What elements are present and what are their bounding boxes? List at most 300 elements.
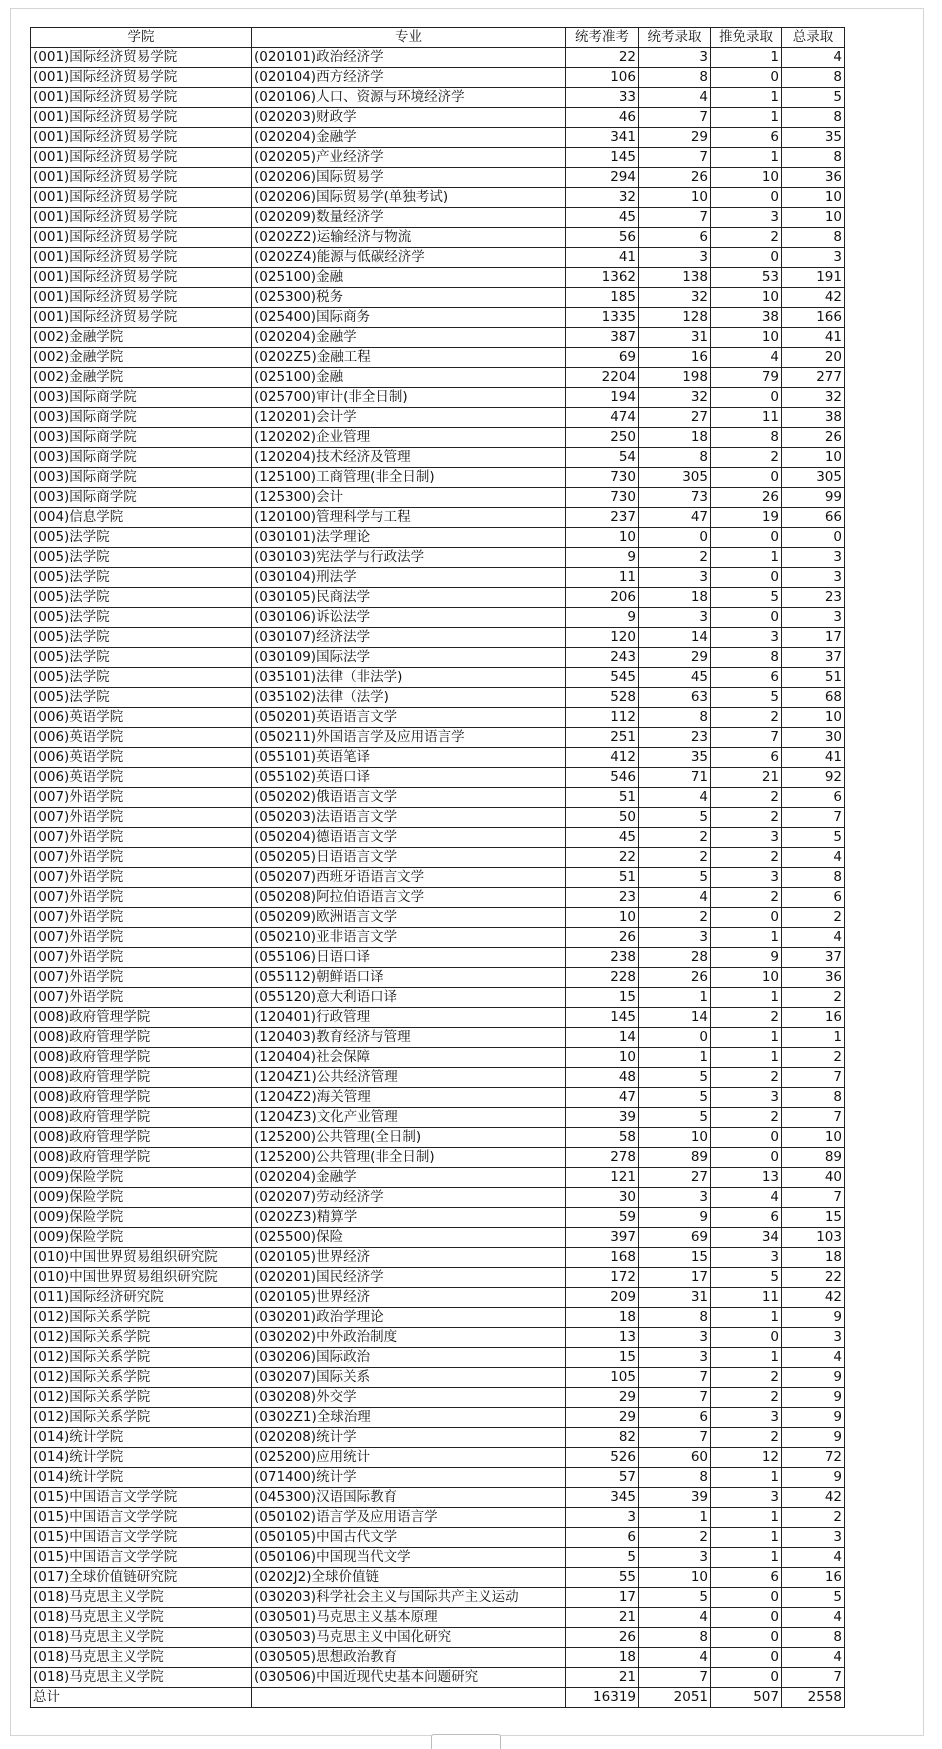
table-row xyxy=(31,1668,845,1688)
table-row xyxy=(31,88,845,108)
cell-exam-admitted: 31 xyxy=(639,328,711,348)
cell-college: (006)英语学院 xyxy=(31,708,252,728)
cell-college: (012)国际关系学院 xyxy=(31,1348,252,1368)
cell-exam-admitted: 32 xyxy=(639,388,711,408)
cell-total-admitted: 10 xyxy=(782,708,845,728)
cell-exam-admitted: 63 xyxy=(639,688,711,708)
cell-exam-admitted: 8 xyxy=(639,708,711,728)
cell-major: (0202Z4)能源与低碳经济学 xyxy=(252,248,566,268)
cell-major: (025100)金融 xyxy=(252,268,566,288)
cell-exam-candidates: 10 xyxy=(566,1048,639,1068)
cell-college: (003)国际商学院 xyxy=(31,448,252,468)
cell-exam-candidates: 26 xyxy=(566,928,639,948)
cell-exam-candidates: 30 xyxy=(566,1188,639,1208)
table-row xyxy=(31,168,845,188)
cell-total-admitted: 23 xyxy=(782,588,845,608)
cell-college: (004)信息学院 xyxy=(31,508,252,528)
cell-exam-candidates: 48 xyxy=(566,1068,639,1088)
cell-exam-admitted: 3 xyxy=(639,928,711,948)
cell-total-admitted: 41 xyxy=(782,328,845,348)
cell-total-admitted: 7 xyxy=(782,1108,845,1128)
cell-total-admitted: 3 xyxy=(782,568,845,588)
cell-major: (025400)国际商务 xyxy=(252,308,566,328)
cell-exam-candidates: 59 xyxy=(566,1208,639,1228)
cell-exam-candidates: 294 xyxy=(566,168,639,188)
table-row xyxy=(31,848,845,868)
cell-total-admitted: 305 xyxy=(782,468,845,488)
cell-total-admitted: 10 xyxy=(782,188,845,208)
table-row xyxy=(31,608,845,628)
cell-major: (030208)外交学 xyxy=(252,1388,566,1408)
cell-total-admitted: 0 xyxy=(782,528,845,548)
cell-exam-admitted: 3 xyxy=(639,1348,711,1368)
cell-recommended-admitted: 0 xyxy=(711,1608,782,1628)
cell-exam-admitted: 6 xyxy=(639,228,711,248)
cell-exam-admitted: 7 xyxy=(639,1368,711,1388)
cell-exam-admitted: 10 xyxy=(639,1568,711,1588)
cell-college: (002)金融学院 xyxy=(31,328,252,348)
cell-recommended-admitted: 11 xyxy=(711,408,782,428)
cell-college: (001)国际经济贸易学院 xyxy=(31,308,252,328)
table-header-row xyxy=(31,28,845,48)
cell-college: (007)外语学院 xyxy=(31,828,252,848)
cell-college: (001)国际经济贸易学院 xyxy=(31,268,252,288)
cell-exam-admitted: 2 xyxy=(639,828,711,848)
cell-total-admitted: 7 xyxy=(782,1068,845,1088)
cell-exam-candidates: 23 xyxy=(566,888,639,908)
cell-recommended-admitted: 1 xyxy=(711,1028,782,1048)
cell-exam-admitted: 71 xyxy=(639,768,711,788)
cell-exam-candidates: 18 xyxy=(566,1648,639,1668)
cell-exam-candidates: 10 xyxy=(566,908,639,928)
cell-exam-candidates: 15 xyxy=(566,988,639,1008)
table-row xyxy=(31,288,845,308)
cell-exam-candidates: 172 xyxy=(566,1268,639,1288)
cell-total-admitted: 2 xyxy=(782,908,845,928)
cell-recommended-admitted: 1 xyxy=(711,88,782,108)
table-row xyxy=(31,148,845,168)
cell-college: (006)英语学院 xyxy=(31,748,252,768)
cell-college: (007)外语学院 xyxy=(31,808,252,828)
cell-college: (001)国际经济贸易学院 xyxy=(31,68,252,88)
table-row xyxy=(31,968,845,988)
table-row xyxy=(31,908,845,928)
cell-exam-candidates: 120 xyxy=(566,628,639,648)
cell-college: (009)保险学院 xyxy=(31,1188,252,1208)
cell-college: (001)国际经济贸易学院 xyxy=(31,208,252,228)
cell-major: (120100)管理科学与工程 xyxy=(252,508,566,528)
cell-exam-admitted: 5 xyxy=(639,808,711,828)
cell-college: (003)国际商学院 xyxy=(31,428,252,448)
cell-recommended-admitted: 2 xyxy=(711,1388,782,1408)
cell-college: (006)英语学院 xyxy=(31,768,252,788)
cell-college: (001)国际经济贸易学院 xyxy=(31,148,252,168)
cell-major: (050201)英语语言文学 xyxy=(252,708,566,728)
cell-exam-candidates: 228 xyxy=(566,968,639,988)
cell-college: (008)政府管理学院 xyxy=(31,1068,252,1088)
cell-recommended-admitted: 1 xyxy=(711,1528,782,1548)
header-college: 学院 xyxy=(31,28,252,48)
cell-recommended-admitted: 0 xyxy=(711,1328,782,1348)
cell-recommended-admitted: 0 xyxy=(711,1588,782,1608)
cell-recommended-admitted: 2 xyxy=(711,448,782,468)
cell-college: (005)法学院 xyxy=(31,548,252,568)
cell-recommended-admitted: 3 xyxy=(711,828,782,848)
total-recommended-admitted: 507 xyxy=(711,1688,782,1708)
cell-exam-admitted: 8 xyxy=(639,1628,711,1648)
cell-exam-candidates: 22 xyxy=(566,48,639,68)
cell-exam-admitted: 4 xyxy=(639,888,711,908)
table-row xyxy=(31,268,845,288)
table-row xyxy=(31,1148,845,1168)
cell-exam-admitted: 305 xyxy=(639,468,711,488)
cell-recommended-admitted: 19 xyxy=(711,508,782,528)
cell-exam-admitted: 2 xyxy=(639,1528,711,1548)
cell-exam-admitted: 198 xyxy=(639,368,711,388)
cell-exam-candidates: 528 xyxy=(566,688,639,708)
cell-major: (0302Z1)全球治理 xyxy=(252,1408,566,1428)
cell-college: (015)中国语言文学学院 xyxy=(31,1488,252,1508)
table-row xyxy=(31,648,845,668)
cell-recommended-admitted: 2 xyxy=(711,708,782,728)
cell-recommended-admitted: 5 xyxy=(711,588,782,608)
cell-college: (018)马克思主义学院 xyxy=(31,1608,252,1628)
cell-recommended-admitted: 2 xyxy=(711,808,782,828)
cell-recommended-admitted: 1 xyxy=(711,1468,782,1488)
cell-major: (020204)金融学 xyxy=(252,328,566,348)
cell-exam-candidates: 546 xyxy=(566,768,639,788)
cell-exam-admitted: 4 xyxy=(639,88,711,108)
cell-exam-admitted: 7 xyxy=(639,208,711,228)
cell-major: (020204)金融学 xyxy=(252,128,566,148)
cell-college: (007)外语学院 xyxy=(31,888,252,908)
cell-exam-candidates: 51 xyxy=(566,868,639,888)
cell-exam-admitted: 27 xyxy=(639,408,711,428)
table-row xyxy=(31,948,845,968)
cell-major: (125200)公共管理(全日制) xyxy=(252,1128,566,1148)
cell-exam-candidates: 145 xyxy=(566,1008,639,1028)
table-row xyxy=(31,468,845,488)
cell-recommended-admitted: 3 xyxy=(711,628,782,648)
cell-total-admitted: 4 xyxy=(782,1608,845,1628)
table-row xyxy=(31,1008,845,1028)
cell-major: (020203)财政学 xyxy=(252,108,566,128)
cell-total-admitted: 103 xyxy=(782,1228,845,1248)
cell-exam-candidates: 251 xyxy=(566,728,639,748)
cell-major: (020208)统计学 xyxy=(252,1428,566,1448)
cell-total-admitted: 166 xyxy=(782,308,845,328)
cell-college: (012)国际关系学院 xyxy=(31,1328,252,1348)
header-exam-candidates: 统考准考 xyxy=(566,28,639,48)
cell-exam-candidates: 11 xyxy=(566,568,639,588)
cell-exam-admitted: 1 xyxy=(639,988,711,1008)
cell-college: (007)外语学院 xyxy=(31,948,252,968)
cell-exam-admitted: 5 xyxy=(639,1588,711,1608)
cell-exam-candidates: 121 xyxy=(566,1168,639,1188)
cell-major: (1204Z3)文化产业管理 xyxy=(252,1108,566,1128)
total-exam-candidates: 16319 xyxy=(566,1688,639,1708)
cell-total-admitted: 92 xyxy=(782,768,845,788)
cell-recommended-admitted: 10 xyxy=(711,168,782,188)
cell-recommended-admitted: 1 xyxy=(711,1348,782,1368)
cell-exam-candidates: 58 xyxy=(566,1128,639,1148)
cell-exam-admitted: 7 xyxy=(639,1668,711,1688)
cell-major: (035101)法律（非法学) xyxy=(252,668,566,688)
table-row xyxy=(31,1328,845,1348)
cell-exam-admitted: 32 xyxy=(639,288,711,308)
table-row xyxy=(31,668,845,688)
cell-exam-candidates: 47 xyxy=(566,1088,639,1108)
cell-total-admitted: 16 xyxy=(782,1008,845,1028)
cell-major: (055112)朝鲜语口译 xyxy=(252,968,566,988)
cell-major: (055101)英语笔译 xyxy=(252,748,566,768)
cell-major: (035102)法律（法学) xyxy=(252,688,566,708)
table-row xyxy=(31,428,845,448)
cell-college: (015)中国语言文学学院 xyxy=(31,1508,252,1528)
cell-exam-admitted: 5 xyxy=(639,1088,711,1108)
cell-college: (003)国际商学院 xyxy=(31,468,252,488)
cell-exam-candidates: 278 xyxy=(566,1148,639,1168)
table-row xyxy=(31,1048,845,1068)
cell-exam-admitted: 5 xyxy=(639,868,711,888)
cell-recommended-admitted: 5 xyxy=(711,688,782,708)
cell-total-admitted: 3 xyxy=(782,1528,845,1548)
cell-exam-candidates: 412 xyxy=(566,748,639,768)
cell-exam-admitted: 3 xyxy=(639,1188,711,1208)
cell-total-admitted: 72 xyxy=(782,1448,845,1468)
cell-major: (050211)外国语言学及应用语言学 xyxy=(252,728,566,748)
table-row xyxy=(31,788,845,808)
cell-college: (002)金融学院 xyxy=(31,368,252,388)
table-row xyxy=(31,588,845,608)
cell-recommended-admitted: 8 xyxy=(711,648,782,668)
cell-college: (007)外语学院 xyxy=(31,968,252,988)
cell-total-admitted: 9 xyxy=(782,1468,845,1488)
cell-exam-admitted: 14 xyxy=(639,628,711,648)
total-total-admitted: 2558 xyxy=(782,1688,845,1708)
cell-exam-admitted: 4 xyxy=(639,788,711,808)
cell-exam-candidates: 243 xyxy=(566,648,639,668)
total-label: 总计 xyxy=(31,1688,252,1708)
cell-recommended-admitted: 1 xyxy=(711,148,782,168)
cell-major: (125100)工商管理(非全日制) xyxy=(252,468,566,488)
cell-total-admitted: 8 xyxy=(782,1628,845,1648)
table-row xyxy=(31,568,845,588)
cell-exam-candidates: 194 xyxy=(566,388,639,408)
cell-recommended-admitted: 0 xyxy=(711,1628,782,1648)
cell-major: (050208)阿拉伯语语言文学 xyxy=(252,888,566,908)
cell-total-admitted: 4 xyxy=(782,48,845,68)
cell-college: (005)法学院 xyxy=(31,648,252,668)
cell-recommended-admitted: 8 xyxy=(711,428,782,448)
cell-exam-candidates: 45 xyxy=(566,828,639,848)
cell-major: (030104)刑法学 xyxy=(252,568,566,588)
cell-recommended-admitted: 3 xyxy=(711,1408,782,1428)
cell-college: (008)政府管理学院 xyxy=(31,1028,252,1048)
cell-major: (055102)英语口译 xyxy=(252,768,566,788)
cell-recommended-admitted: 0 xyxy=(711,188,782,208)
cell-major: (125300)会计 xyxy=(252,488,566,508)
cell-recommended-admitted: 1 xyxy=(711,1548,782,1568)
cell-college: (001)国际经济贸易学院 xyxy=(31,48,252,68)
cell-college: (007)外语学院 xyxy=(31,868,252,888)
cell-recommended-admitted: 1 xyxy=(711,548,782,568)
table-row xyxy=(31,368,845,388)
table-row xyxy=(31,408,845,428)
table-row xyxy=(31,1168,845,1188)
cell-exam-candidates: 29 xyxy=(566,1388,639,1408)
cell-total-admitted: 1 xyxy=(782,1028,845,1048)
table-row xyxy=(31,528,845,548)
cell-exam-admitted: 9 xyxy=(639,1208,711,1228)
total-major-empty xyxy=(252,1688,566,1708)
cell-total-admitted: 38 xyxy=(782,408,845,428)
cell-major: (030503)马克思主义中国化研究 xyxy=(252,1628,566,1648)
cell-total-admitted: 66 xyxy=(782,508,845,528)
cell-exam-admitted: 23 xyxy=(639,728,711,748)
cell-total-admitted: 89 xyxy=(782,1148,845,1168)
cell-major: (030107)经济法学 xyxy=(252,628,566,648)
cell-major: (030201)政治学理论 xyxy=(252,1308,566,1328)
cell-major: (020207)劳动经济学 xyxy=(252,1188,566,1208)
cell-exam-candidates: 3 xyxy=(566,1508,639,1528)
total-row xyxy=(31,1688,845,1708)
table-row xyxy=(31,1388,845,1408)
table-row xyxy=(31,1468,845,1488)
cell-total-admitted: 10 xyxy=(782,208,845,228)
table-row xyxy=(31,1108,845,1128)
table-row xyxy=(31,928,845,948)
cell-total-admitted: 2 xyxy=(782,1048,845,1068)
cell-exam-candidates: 730 xyxy=(566,468,639,488)
cell-total-admitted: 5 xyxy=(782,828,845,848)
cell-college: (009)保险学院 xyxy=(31,1228,252,1248)
table-row xyxy=(31,748,845,768)
cell-exam-candidates: 26 xyxy=(566,1628,639,1648)
cell-total-admitted: 4 xyxy=(782,928,845,948)
cell-exam-admitted: 27 xyxy=(639,1168,711,1188)
cell-major: (030101)法学理论 xyxy=(252,528,566,548)
cell-total-admitted: 10 xyxy=(782,1128,845,1148)
cell-total-admitted: 51 xyxy=(782,668,845,688)
cell-major: (020105)世界经济 xyxy=(252,1288,566,1308)
cell-total-admitted: 9 xyxy=(782,1388,845,1408)
cell-major: (030506)中国近现代史基本问题研究 xyxy=(252,1668,566,1688)
cell-exam-admitted: 6 xyxy=(639,1408,711,1428)
cell-major: (025300)税务 xyxy=(252,288,566,308)
table-row xyxy=(31,1088,845,1108)
cell-college: (008)政府管理学院 xyxy=(31,1148,252,1168)
cell-college: (008)政府管理学院 xyxy=(31,1108,252,1128)
cell-exam-admitted: 3 xyxy=(639,1548,711,1568)
table-row xyxy=(31,1188,845,1208)
cell-total-admitted: 9 xyxy=(782,1428,845,1448)
table-row xyxy=(31,1448,845,1468)
cell-total-admitted: 191 xyxy=(782,268,845,288)
cell-exam-admitted: 69 xyxy=(639,1228,711,1248)
table-row xyxy=(31,808,845,828)
cell-college: (018)马克思主义学院 xyxy=(31,1588,252,1608)
cell-total-admitted: 26 xyxy=(782,428,845,448)
cell-major: (030105)民商法学 xyxy=(252,588,566,608)
cell-total-admitted: 277 xyxy=(782,368,845,388)
cell-exam-candidates: 21 xyxy=(566,1608,639,1628)
cell-major: (030207)国际关系 xyxy=(252,1368,566,1388)
cell-college: (007)外语学院 xyxy=(31,848,252,868)
cell-recommended-admitted: 10 xyxy=(711,328,782,348)
cell-recommended-admitted: 79 xyxy=(711,368,782,388)
cell-exam-candidates: 56 xyxy=(566,228,639,248)
cell-college: (018)马克思主义学院 xyxy=(31,1668,252,1688)
table-row xyxy=(31,328,845,348)
cell-college: (008)政府管理学院 xyxy=(31,1048,252,1068)
cell-recommended-admitted: 2 xyxy=(711,1068,782,1088)
cell-exam-candidates: 9 xyxy=(566,548,639,568)
cell-recommended-admitted: 12 xyxy=(711,1448,782,1468)
cell-recommended-admitted: 2 xyxy=(711,228,782,248)
table-row xyxy=(31,308,845,328)
table-row xyxy=(31,828,845,848)
cell-major: (025500)保险 xyxy=(252,1228,566,1248)
table-row xyxy=(31,1628,845,1648)
cell-college: (001)国际经济贸易学院 xyxy=(31,248,252,268)
cell-exam-admitted: 10 xyxy=(639,1128,711,1148)
table-row xyxy=(31,108,845,128)
cell-exam-candidates: 1362 xyxy=(566,268,639,288)
cell-exam-candidates: 22 xyxy=(566,848,639,868)
cell-major: (050205)日语语言文学 xyxy=(252,848,566,868)
cell-exam-admitted: 28 xyxy=(639,948,711,968)
cell-recommended-admitted: 53 xyxy=(711,268,782,288)
cell-college: (007)外语学院 xyxy=(31,928,252,948)
cell-recommended-admitted: 0 xyxy=(711,1148,782,1168)
cell-exam-admitted: 73 xyxy=(639,488,711,508)
table-row xyxy=(31,1548,845,1568)
table-row xyxy=(31,1528,845,1548)
cell-recommended-admitted: 26 xyxy=(711,488,782,508)
cell-exam-candidates: 57 xyxy=(566,1468,639,1488)
cell-exam-admitted: 5 xyxy=(639,1068,711,1088)
cell-exam-candidates: 106 xyxy=(566,68,639,88)
cell-college: (015)中国语言文学学院 xyxy=(31,1528,252,1548)
cell-college: (003)国际商学院 xyxy=(31,388,252,408)
cell-major: (050203)法语语言文学 xyxy=(252,808,566,828)
table-row xyxy=(31,488,845,508)
cell-exam-admitted: 8 xyxy=(639,448,711,468)
cell-exam-candidates: 474 xyxy=(566,408,639,428)
cell-recommended-admitted: 6 xyxy=(711,1568,782,1588)
cell-exam-candidates: 206 xyxy=(566,588,639,608)
cell-total-admitted: 41 xyxy=(782,748,845,768)
cell-exam-candidates: 13 xyxy=(566,1328,639,1348)
cell-exam-candidates: 45 xyxy=(566,208,639,228)
cell-college: (007)外语学院 xyxy=(31,908,252,928)
pagination-button[interactable] xyxy=(431,1734,501,1749)
cell-exam-candidates: 15 xyxy=(566,1348,639,1368)
cell-recommended-admitted: 0 xyxy=(711,388,782,408)
cell-major: (125200)公共管理(非全日制) xyxy=(252,1148,566,1168)
cell-major: (020106)人口、资源与环境经济学 xyxy=(252,88,566,108)
cell-college: (001)国际经济贸易学院 xyxy=(31,288,252,308)
cell-exam-candidates: 250 xyxy=(566,428,639,448)
cell-exam-candidates: 341 xyxy=(566,128,639,148)
cell-major: (030501)马克思主义基本原理 xyxy=(252,1608,566,1628)
cell-major: (020204)金融学 xyxy=(252,1168,566,1188)
cell-recommended-admitted: 0 xyxy=(711,1668,782,1688)
cell-exam-admitted: 45 xyxy=(639,668,711,688)
cell-total-admitted: 36 xyxy=(782,168,845,188)
header-exam-admitted: 统考录取 xyxy=(639,28,711,48)
